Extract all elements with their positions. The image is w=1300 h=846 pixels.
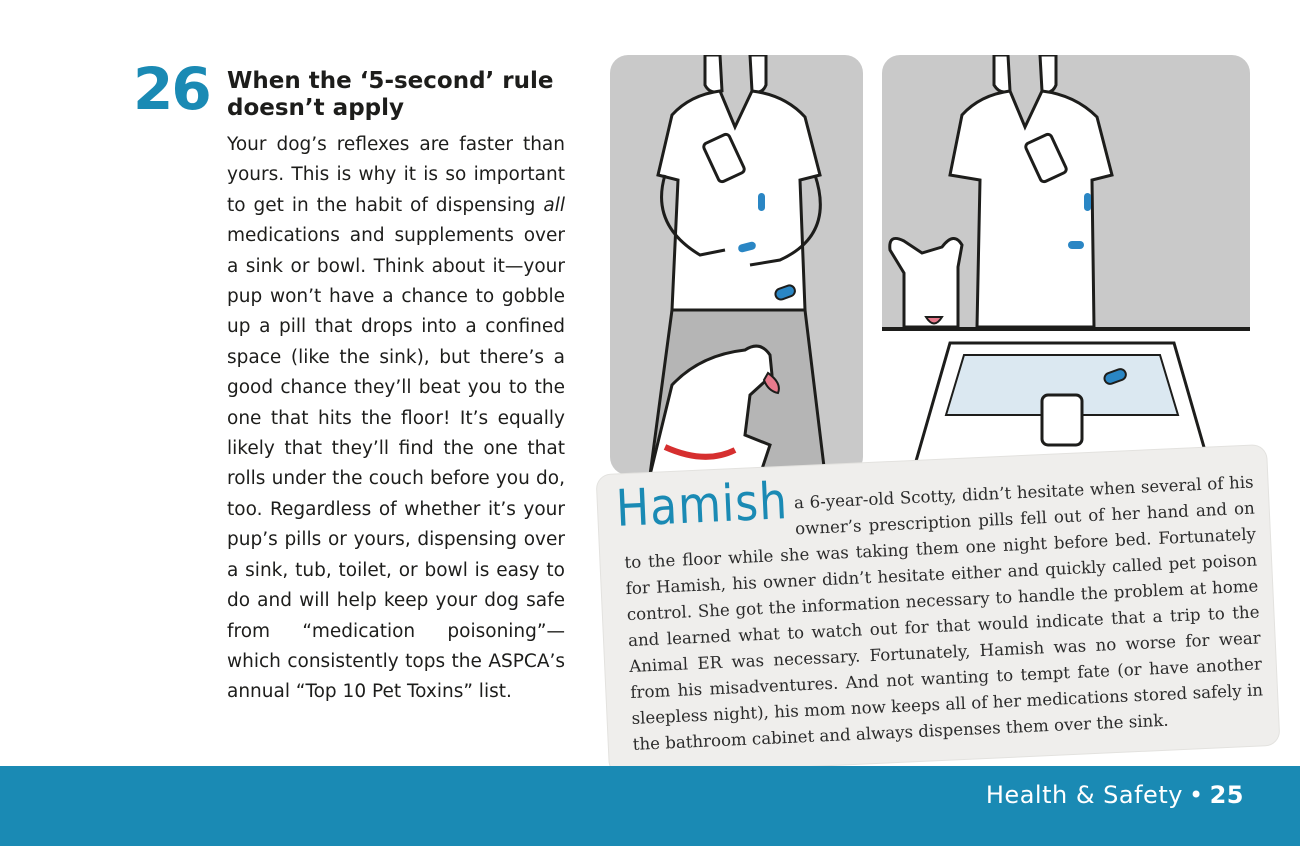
faucet [1042,395,1082,445]
name-spacer [622,490,796,550]
woman-hair [994,55,1010,92]
falling-pill [758,193,765,211]
tip-title [227,68,587,122]
woman-hair-right [750,55,766,92]
woman-shirt [658,91,820,310]
tip-body-emphasis: all [543,194,565,216]
section-name: Health & Safety [985,781,1183,809]
tip-number: 26 [133,55,210,123]
tip-body [227,130,565,708]
story-card [597,445,1280,775]
bullet-separator: • [1188,781,1204,809]
tip-body-part1: Your dog’s reflexes are faster than yours. This is why it is so important to get in the habit of dispensing [227,134,565,216]
footer-label [986,781,1244,809]
woman-hair-right [1040,55,1056,92]
story-text: a 6-year-old Scotty, didn’t hesitate when several of his owner’s prescription pills fell out of her hand and on to the floor while she was taking them one night before bed. Fortunately for Hamish, his owner didn’t hesitate either and quickly called pet poison control. She got the information necessary to handle the problem at home and learned what to watch out for that would indicate that a trip to the Animal ER was necessary. Fortunately, Hamish was no worse for wear from his misadventures. And not wanting to tempt fate (or have another sleepless night), his mom now keeps all of her medications stored safely in the bathroom cabinet and always dispenses them over the sink. [624,472,1264,754]
floor-scene-illustration [610,55,863,475]
pill-in-hand [1068,241,1084,249]
illustration-floor-panel [610,55,863,475]
story-name: Hamish [614,472,790,539]
story-text-block [622,470,1265,758]
falling-pill [1084,193,1091,211]
woman-hair [705,55,722,92]
tip-body-part2: medications and supplements over a sink or bowl. Think about it—your pup won’t have a chance to gobble up a pill that drops into a confined space (like the sink), but there’s a good chance they’ll beat you to the one that hits the floor! It’s equally likely that they’ll find the one that rolls under the couch before you do, too. Regardless of whether it’s your pup’s pills or yours, dispensing over a sink, tub, toilet, or bowl is easy to do and will help keep your dog safe from “medication poisoning”—which consistently tops the ASPCA’s annual “Top 10 Pet Toxins” list. [227,225,565,703]
illustration-sink-panel [882,55,1250,475]
tip-title-line2: doesn’t apply [227,95,404,121]
tip-title-line1: When the ‘5-second’ rule [227,68,554,94]
page-number: 25 [1209,781,1244,809]
sink-scene-illustration [882,55,1250,475]
